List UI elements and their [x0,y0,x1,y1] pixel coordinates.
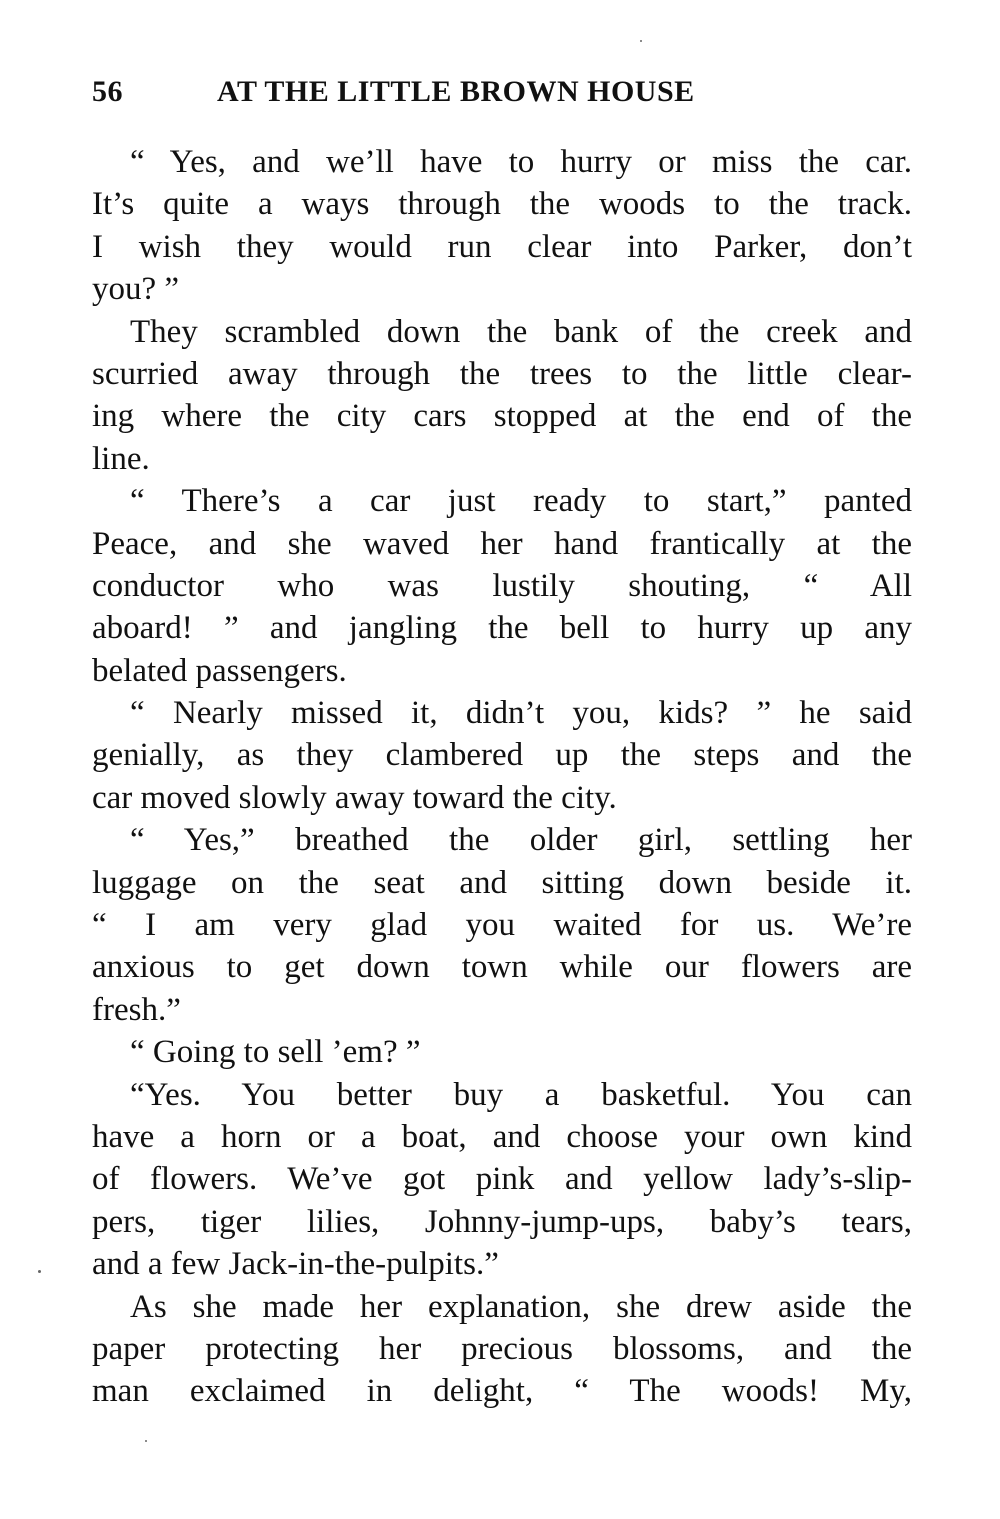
text-line: I wish they would run clear into Parker, don’t [92,228,912,265]
text-line: car moved slowly away toward the city. [92,779,617,816]
text-line: genially, as they clambered up the steps and the [92,737,912,774]
paper-speck [38,1270,41,1273]
body-text [92,141,912,1413]
text-line: you? ” [92,271,180,308]
paper-speck [145,1440,147,1442]
text-line: “ There’s a car just ready to start,” panted [130,483,912,520]
text-line: anxious to get down town while our flowers are [92,949,912,986]
text-line: “ I am very glad you waited for us. We’re [92,907,912,944]
text-line: line. [92,440,150,477]
text-line: paper protecting her precious blossoms, and the [92,1330,912,1367]
running-head [92,70,912,114]
text-line: conductor who was lustily shouting, “ All [92,567,912,604]
text-line: pers, tiger lilies, Johnny-jump-ups, baby’s tears, [92,1203,912,1240]
text-line: ing where the city cars stopped at the end of the [92,398,912,435]
text-line: Peace, and she waved her hand frantically at the [92,525,912,562]
text-line: and a few Jack-in-the-pulpits.” [92,1246,499,1283]
text-line: “ Going to sell ’em? ” [130,1034,421,1071]
text-line: man exclaimed in delight, “ The woods! My, [92,1373,912,1410]
text-line: belated passengers. [92,652,347,689]
page-number: 56 [92,75,123,108]
paper-speck [640,40,642,42]
text-line: scurried away through the trees to the little clear- [92,355,912,392]
text-line: “ Yes, and we’ll have to hurry or miss the car. [130,144,912,180]
text-line: aboard! ” and jangling the bell to hurry up any [92,610,912,647]
text-line: “ Yes,” breathed the older girl, settling her [130,822,912,859]
text-line: They scrambled down the bank of the creek and [130,313,912,350]
text-line: fresh.” [92,991,181,1028]
text-line: of flowers. We’ve got pink and yellow lady’s-slip- [92,1161,912,1198]
text-line: As she made her explanation, she drew aside the [130,1288,912,1325]
text-line: It’s quite a ways through the woods to the track. [92,186,912,223]
text-line: “ Nearly missed it, didn’t you, kids? ” he said [130,695,912,732]
text-line: have a horn or a boat, and choose your own kind [92,1118,912,1155]
text-line: “Yes. You better buy a basketful. You can [130,1076,912,1113]
text-line: luggage on the seat and sitting down beside it. [92,864,912,901]
running-title: AT THE LITTLE BROWN HOUSE [217,75,695,108]
